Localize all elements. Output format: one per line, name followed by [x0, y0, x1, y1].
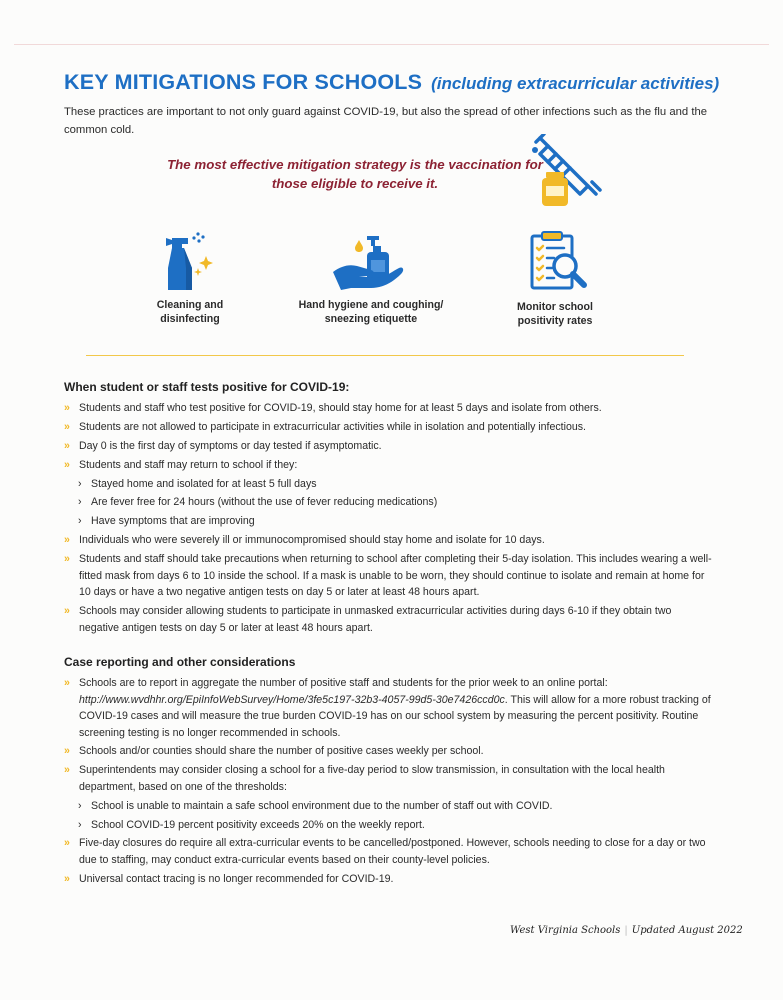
list-item: » Students and staff who test positive for COVID-19, should stay home for at least 5 days and isolate from others. [64, 400, 714, 417]
mitigation-cleaning-line-1: Cleaning and [156, 299, 224, 311]
list-item: » Schools are to report in aggregate the number of positive staff and students for the prior week to an online portal: http://www.wvdhhr.org/EpiInfoWebSurvey/Home/3fe5c197-32b3-4057-99d5-30e7426ccd0c. This will allow for a more robust tracking of COVID-19 cases and will measure the true burden COVID-19 has on our school system by measuring the percent positivity. Routine screening testing is no longer recommended in schools. [64, 677, 711, 739]
mitigation-cleaning-line-2: disinfecting [160, 313, 220, 325]
sub-bullet-marker: › [78, 477, 82, 490]
mitigation-monitor [455, 228, 655, 328]
footer-separator: | [624, 925, 628, 936]
mitigation-cleaning [90, 228, 290, 326]
section-divider [86, 355, 684, 356]
bullet-marker: » [64, 677, 70, 689]
mitigation-monitor-line-1: Monitor school [517, 301, 593, 313]
bullet-marker: » [64, 872, 70, 885]
vaccination-callout [150, 155, 560, 193]
bullet-marker: » [64, 402, 70, 414]
sub-list-item: › School is unable to maintain a safe school environment due to the number of staff out with COVID. [64, 798, 714, 815]
page-footer [510, 925, 743, 936]
bullet-marker: » [64, 764, 70, 777]
list-item: » Students and staff should take precautions when returning to school after completing their 5-day isolation. This includes wearing a well-fitted mask from days 6 to 10 inside the school. If a mask is unable to be worn, they should continue to isolate and remain at home for 10 days or have a two negative antigen tests on day 5 or later at least 48 hours apart. [64, 553, 712, 599]
list-item: » Schools may consider allowing students to participate in unmasked extracurricular activities during days 6-10 if they obtain two negative antigen tests on day 5 or later at least 48 hours apart. [64, 605, 672, 634]
callout-line-2: those eligible to receive it. [271, 176, 439, 191]
top-divider [14, 44, 769, 45]
syringe-vial-icon [526, 134, 606, 208]
page-title [64, 64, 719, 98]
spray-bottle-icon [158, 228, 222, 292]
mitigation-hand-hygiene [271, 228, 471, 326]
list-item: » Students and staff may return to school if they: [64, 457, 714, 474]
list-item: » Universal contact tracing is no longer recommended for COVID-19. [64, 871, 714, 888]
title-main: KEY MITIGATIONS FOR SCHOOLS [64, 70, 423, 94]
intro-paragraph: These practices are important to not only guard against COVID-19, but also the spread of other infections such as the flu and the common cold. [64, 106, 708, 136]
bullet-marker: » [64, 458, 70, 471]
sub-list-item: › Stayed home and isolated for at least 5 full days [64, 476, 714, 493]
bullet-marker: » [64, 420, 70, 433]
portal-url: http://www.wvdhhr.org/EpiInfoWebSurvey/Home/3fe5c197-32b3-4057-99d5-30e7426ccd0c [79, 693, 505, 706]
sub-list-item: › Have symptoms that are improving [64, 513, 714, 530]
mitigation-monitor-line-2: positivity rates [517, 315, 593, 327]
case-reporting-list [64, 675, 714, 890]
section-heading-positive-test: When student or staff tests positive for COVID-19: [64, 380, 350, 394]
footer-org: West Virginia Schools [510, 925, 621, 936]
title-subtitle: (including extracurricular activities) [431, 74, 720, 93]
hand-soap-icon [331, 228, 411, 292]
list-item: » Students are not allowed to participate in extracurricular activities while in isolation and potentially infectious. [64, 419, 714, 436]
clipboard-magnifier-icon [520, 228, 590, 294]
sub-list-item: › School COVID-19 percent positivity exceeds 20% on the weekly report. [64, 817, 714, 834]
section-heading-case-reporting: Case reporting and other considerations [64, 655, 296, 669]
sub-list-item: › Are fever free for 24 hours (without the use of fever reducing medications) [64, 494, 714, 511]
bullet-marker: » [64, 439, 70, 452]
mitigation-hygiene-line-2: sneezing etiquette [324, 313, 418, 325]
sub-bullet-marker: › [78, 818, 82, 831]
bullet-marker: » [64, 553, 70, 566]
list-item: » Individuals who were severely ill or immunocompromised should stay home and isolate for 10 days. [64, 532, 714, 549]
callout-line-1: The most effective mitigation strategy is the vaccination for [167, 157, 543, 172]
sub-bullet-marker: › [78, 496, 82, 509]
list-item: » Five-day closures do require all extra-curricular events to be cancelled/postponed. However, schools needing to close for a day or two due to staffing, may conduct extra-curricular events based on their county-level policies. [64, 837, 706, 866]
bullet-marker: » [64, 534, 70, 547]
bullet-marker: » [64, 837, 70, 850]
list-item: » Schools and/or counties should share the number of positive cases weekly per school. [64, 743, 714, 760]
footer-updated: Updated August 2022 [631, 925, 743, 936]
bullet-marker: » [64, 605, 70, 618]
list-item: » Superintendents may consider closing a school for a five-day period to slow transmission, in consultation with the local health department, based on one of the thresholds: [64, 764, 665, 793]
sub-bullet-marker: › [78, 515, 82, 528]
sub-bullet-marker: › [78, 799, 82, 812]
mitigation-hygiene-line-1: Hand hygiene and coughing/ [298, 299, 444, 311]
positive-test-list [64, 400, 714, 638]
list-item: » Day 0 is the first day of symptoms or day tested if asymptomatic. [64, 438, 714, 455]
bullet-marker: » [64, 745, 70, 758]
